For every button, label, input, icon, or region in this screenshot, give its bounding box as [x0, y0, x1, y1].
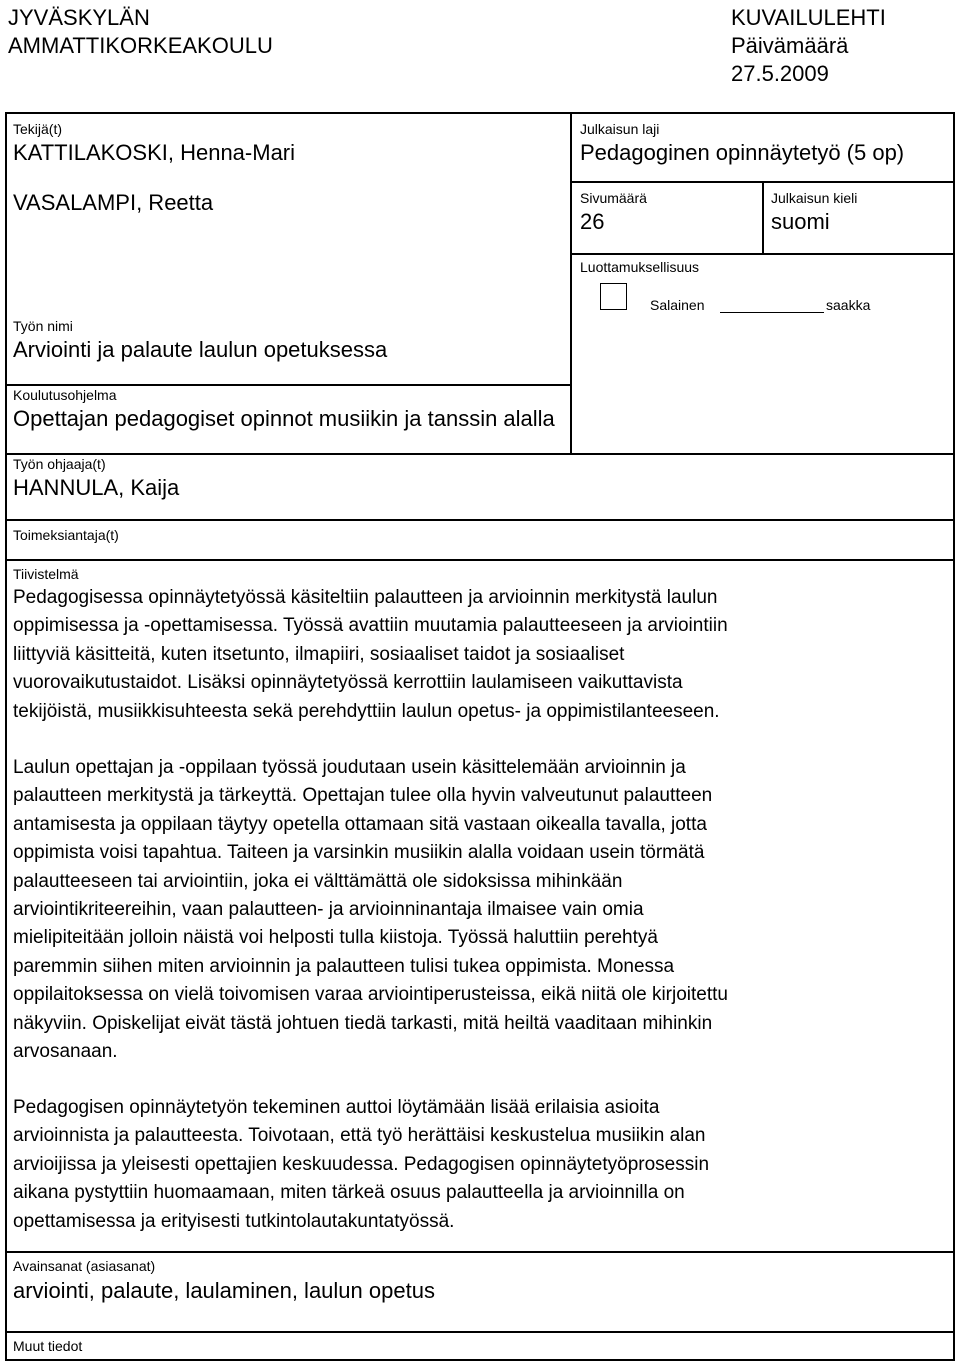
secret-until-line [720, 312, 824, 313]
organization-name [8, 4, 273, 60]
pages-value: 26 [580, 209, 605, 234]
abstract-line: mielipiteitään jolloin näistä voi helposti tulla kiistoja. Työssä haluttiin perehtyä [13, 927, 658, 949]
abstract-line: arviointikriteereihin, vaan palautteen- ja arvioinninantaja ilmaisee vain omia [13, 899, 644, 921]
abstract-line: arvosanaan. [13, 1041, 118, 1063]
secret-label: Salainen [650, 297, 705, 313]
supervisor-value: HANNULA, Kaija [13, 475, 180, 500]
secret-checkbox[interactable] [600, 283, 627, 310]
date-value: 27.5.2009 [731, 61, 829, 86]
abstract-line: antamisesta ja oppilaan täytyy opetella ottamaan sitä vastaan oikealla tavalla, jotta [13, 813, 707, 835]
abstract-line: liittyviä käsitteitä, kuten itsetunto, ilmapiiri, sosiaaliset taidot ja sosiaaliset [13, 643, 625, 665]
divider-title [5, 384, 572, 386]
keywords-label: Avainsanat (asiasanat) [13, 1258, 156, 1274]
secret-until-label: saakka [826, 297, 871, 313]
organization-line-2: AMMATTIKORKEAKOULU [8, 33, 273, 58]
keywords-value: arviointi, palaute, laulaminen, laulun opetus [13, 1278, 435, 1303]
language-value: suomi [771, 209, 830, 234]
publication-type-value: Pedagoginen opinnäytetyö (5 op) [580, 140, 905, 165]
abstract-line: arvioijissa ja yleisesti opettajien keskuudessa. Pedagogisen opinnäytetyöprosessin [13, 1153, 710, 1175]
abstract-line: palautteeseen tai arviointiin, joka ei välttämättä ole sidoksissa mihinkään [13, 870, 623, 892]
frame-right [953, 112, 955, 1361]
abstract-line: arvioinnista ja palautteesta. Toivotaan, että työ herättäisi keskustelua musiikin alan [13, 1125, 706, 1147]
abstract-line: Pedagogisen opinnäytetyön tekeminen auttoi löytämään lisää erilaisia asioita [13, 1097, 660, 1118]
divider-supervisor [5, 519, 955, 521]
divider-commissioner [5, 559, 955, 561]
pages-label: Sivumäärä [580, 190, 647, 206]
date-label: Päivämäärä [731, 33, 849, 58]
program-label: Koulutusohjelma [13, 387, 117, 403]
abstract-line: aikana pystyttiin huomaamaan, miten tärkeä osuus palautteella ja arvioinnilla on [13, 1182, 685, 1204]
publication-type-label: Julkaisun laji [580, 121, 660, 137]
divider-pages [570, 253, 955, 255]
document-header-right [731, 4, 886, 88]
frame-left [5, 112, 7, 1361]
abstract-line: opettamisessa ja erityisesti tutkintolautakuntatyössä. [13, 1210, 455, 1232]
abstract-line: tekijöistä, musiikkisuhteesta sekä perehdyttiin laulun opetus- ja oppimistilanteeseen. [13, 700, 720, 722]
abstract-line: oppimisessa ja -opettamisessa. Työssä avattiin muutamia palautteeseen ja arviointiin [13, 615, 728, 637]
title-label: Työn nimi [13, 318, 73, 334]
language-label: Julkaisun kieli [771, 190, 858, 206]
abstract-line: paremmin siihen miten arvioinnin ja palautteen tulisi tukea oppimista. Monessa [13, 955, 675, 977]
divider-program [5, 453, 955, 455]
abstract-line: oppimista voisi tapahtua. Taiteen ja varsinkin musiikin alalla voidaan usein törmätä [13, 842, 705, 864]
divider-right-column [570, 112, 572, 455]
abstract-line: oppilaitoksessa on vielä toivomisen varaa arviointiperusteissa, eikä niitä ole kirjoitettu [13, 984, 728, 1006]
thesis-title: Arviointi ja palaute laulun opetuksessa [13, 337, 388, 362]
document-type: KUVAILULEHTI [731, 5, 886, 30]
divider-keywords [5, 1331, 955, 1333]
commissioner-label: Toimeksiantaja(t) [13, 527, 119, 543]
program-value: Opettajan pedagogiset opinnot musiikin ja tanssin alalla [13, 406, 555, 431]
abstract-line: näkyviin. Opiskelijat eivät tästä johtuen tiedä tarkasti, mitä heiltä vaaditaan mihinkin [13, 1012, 713, 1034]
organization-line-1: JYVÄSKYLÄN [8, 5, 150, 30]
divider-abstract [5, 1251, 955, 1253]
abstract-line: Laulun opettajan ja -oppilaan työssä joudutaan usein käsittelemään arvioinnin ja [13, 757, 686, 778]
author-2: VASALAMPI, Reetta [13, 190, 214, 215]
other-info-label: Muut tiedot [13, 1338, 83, 1354]
confidentiality-label: Luottamuksellisuus [580, 259, 700, 275]
abstract-line: Pedagogisessa opinnäytetyössä käsiteltiin palautteen ja arvioinnin merkitystä laulun [13, 587, 718, 608]
abstract-paragraph-2 [13, 754, 938, 1066]
abstract-line: vuorovaikutustaidot. Lisäksi opinnäytetyössä kerrottiin laulamiseen vaikuttavista [13, 672, 683, 694]
abstract-paragraph-1 [13, 584, 938, 726]
divider-pages-lang [762, 181, 764, 255]
supervisor-label: Työn ohjaaja(t) [13, 456, 106, 472]
authors-label: Tekijä(t) [13, 121, 63, 137]
abstract-line: palautteen merkitystä ja tärkeyttä. Opettajan tulee olla hyvin valveutunut palautteen [13, 785, 713, 807]
author-1: KATTILAKOSKI, Henna-Mari [13, 140, 296, 165]
abstract-label: Tiivistelmä [13, 566, 79, 582]
abstract-paragraph-3 [13, 1094, 938, 1236]
divider-top [5, 112, 955, 114]
